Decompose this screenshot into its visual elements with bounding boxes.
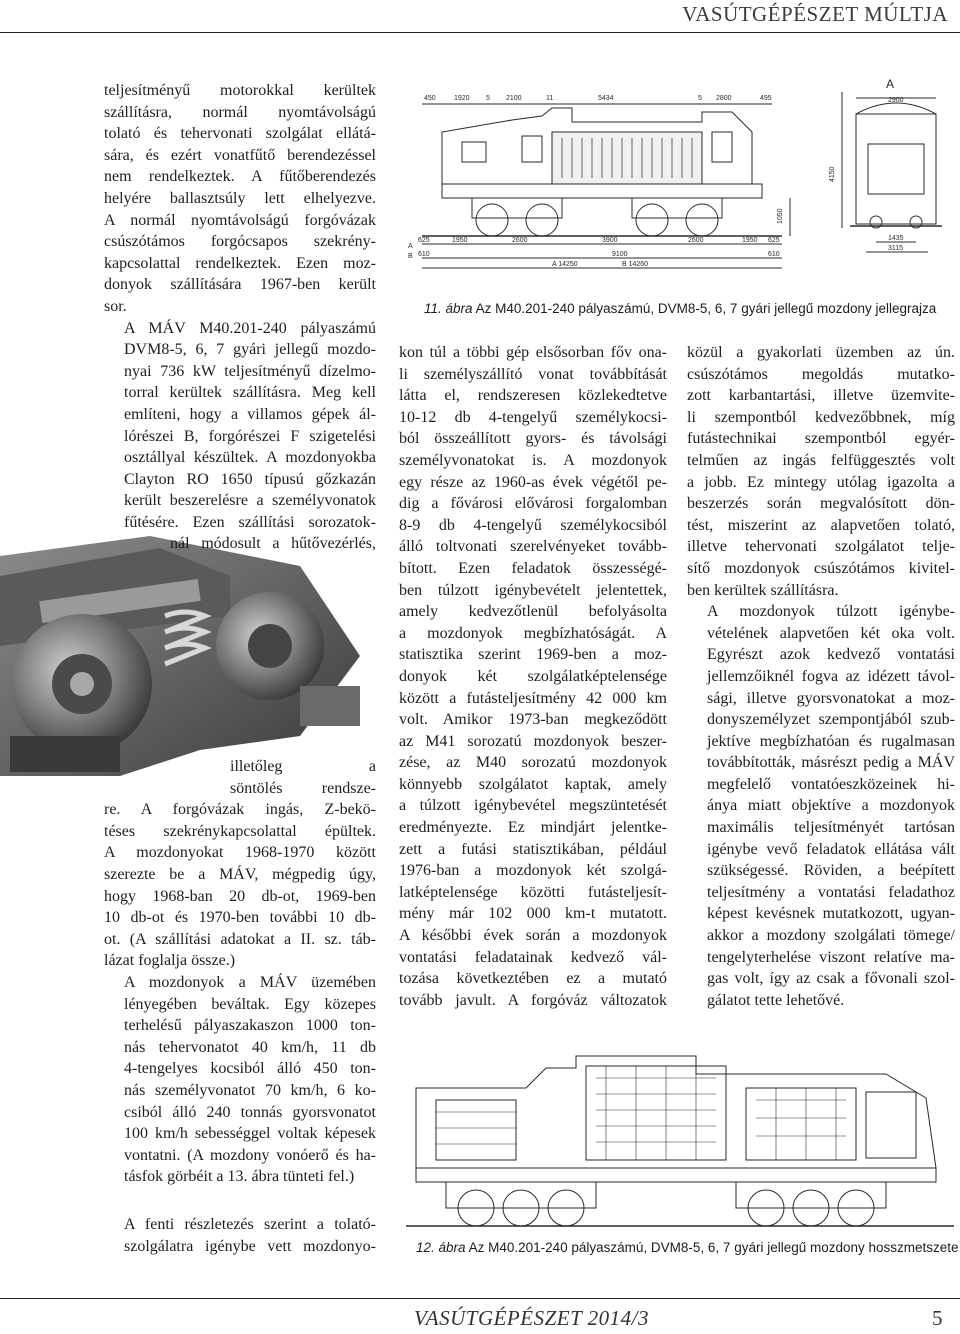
- text-line: mény már 102 000 km-t mutatott.: [399, 905, 667, 923]
- text-line: szolgálatra igénybe vett mozdonyo-: [124, 1237, 376, 1255]
- text-line: maximális teljesítményét tartósan: [707, 819, 955, 837]
- dimension-label: 5: [698, 95, 702, 102]
- text-line: tovább javult. A forgóváz változatok: [399, 991, 667, 1009]
- text-line: eredményezte. Ez mindjárt jelentke-: [399, 819, 667, 837]
- dimension-label: 5434: [598, 95, 614, 102]
- text-line: li személyszállító vonat továbbítását: [399, 365, 667, 383]
- text-line: zott karbantartási, illetve üzemvite-: [687, 387, 955, 405]
- text-line: vontatási feladatainak kedvező vál-: [399, 948, 667, 966]
- dimension-label: 495: [760, 95, 772, 102]
- text-line: lázat foglalja össze.): [104, 952, 236, 970]
- text-line: DVM8-5, 6, 7 gyári jellegű mozdo-: [124, 341, 376, 359]
- text-line: zett a futási statisztikában, például: [399, 840, 667, 858]
- text-line: 10 db-ot és 1970-ben további 10 db-: [104, 909, 376, 927]
- dimension-label: 3900: [602, 237, 618, 244]
- text-line: re. A forgóvázak ingás, Z-bekö-: [104, 801, 376, 819]
- dimension-label: 1950: [742, 237, 758, 244]
- text-line: szükségessé. Röviden, a beépített: [707, 862, 955, 880]
- text-line: ben kerültek szállításra.: [687, 581, 839, 599]
- side-dim-1435: 1435: [888, 235, 904, 242]
- text-line: tést, miszerint az alapvetően tolató,: [687, 516, 955, 534]
- text-line: vételének alapvetően két oka volt.: [707, 624, 955, 642]
- text-line: söntölés rendsze-: [230, 779, 376, 797]
- text-line: gas volt, így az csak a fővonali szol-: [707, 970, 955, 988]
- dimension-label: B 14260: [622, 261, 649, 268]
- footer-journal: VASÚTGÉPÉSZET 2014/3: [414, 1306, 649, 1330]
- text-line: torral kerültek szállításra. Meg kell: [124, 384, 376, 402]
- text-line: nás személyvonatot 70 km/h, 6 ko-: [124, 1081, 376, 1099]
- figure-12-caption-text: Az M40.201-240 pályaszámú, DVM8-5, 6, 7 gyári jellegű mozdony hosszmetszete: [468, 1240, 959, 1255]
- text-line: csúszótámos forgócsapos szekrény-: [104, 233, 376, 251]
- text-line: továbbították, másrészt pedig a MÁV: [707, 754, 955, 772]
- text-line: szállításra, normál nyomtávolságú: [104, 103, 376, 121]
- text-line: sára, és ezért vonatfűtő berendezéssel: [104, 146, 376, 164]
- text-line: megfelelő vontatóeszközeinek hi-: [707, 775, 955, 793]
- text-line: amely kedvezőtlenül befolyásolta: [399, 603, 667, 621]
- text-line: jellemzőiknél fogva az idézett távol-: [707, 667, 955, 685]
- text-line: ból összeállított gyors- és távolsági: [399, 430, 667, 448]
- text-line: illetőleg a: [230, 758, 376, 775]
- text-line: 1976-ban a mozdonyok két szolgá-: [399, 862, 667, 880]
- text-line: 4-tengelyes kocsiból álló 450 ton-: [124, 1060, 376, 1078]
- figure-12-drawing: [406, 1048, 954, 1232]
- text-line: sor.: [104, 297, 127, 315]
- dimension-label: 2600: [688, 237, 704, 244]
- column-2: [399, 342, 667, 1011]
- column-1-final: [104, 1214, 376, 1257]
- text-line: nál módosult a hűtővezérlés,: [170, 535, 376, 553]
- text-line: egy része az 1960-as évek végétől pe-: [399, 473, 667, 491]
- text-line: az M41 sorozatú mozdonyok beszer-: [399, 732, 667, 750]
- text-line: jektíve megbízhatóan és rugalmasan: [707, 732, 955, 750]
- text-line: latképtelensége közötti futásteljesít-: [399, 883, 667, 901]
- figure-12-number: 12. ábra: [416, 1240, 466, 1255]
- dimension-label: A 14250: [552, 261, 578, 268]
- text-line: ben túlzott igénybevételt jelentettek,: [399, 581, 667, 599]
- text-line: 8-9 db 4-tengelyű személykocsiból: [399, 516, 667, 534]
- side-dim-3115: 3115: [888, 245, 904, 252]
- dimension-label: 5: [486, 95, 490, 102]
- figure-11-caption-text: Az M40.201-240 pályaszámú, DVM8-5, 6, 7 gyári jellegű mozdony jellegrajza: [475, 301, 937, 316]
- text-line: telműen az ingás felfüggesztés volt: [687, 451, 955, 469]
- text-line: sítő mozdonyok csúszótámos kivitel-: [687, 559, 955, 577]
- text-line: donyok szállítására 1967-ben került: [104, 276, 376, 294]
- column-1-bottom: [104, 756, 376, 1188]
- text-line: ánya miatt objektíve a mozdonyok: [707, 797, 955, 815]
- text-line: téses szekrénykapcsolattal épültek.: [104, 822, 376, 840]
- dimension-label: 450: [424, 95, 436, 102]
- text-line: kapcsolattal rendelkeztek. Ezen moz-: [104, 254, 376, 272]
- text-line: A mozdonyok a MÁV üzemében: [124, 973, 376, 991]
- row-label-b: B: [408, 253, 413, 260]
- text-line: került beszerelésre a személyvonatok: [124, 492, 376, 510]
- text-line: személyvonatokat is. A mozdonyok: [399, 451, 667, 469]
- text-line: látta el, rendszeresen közlekedtetve: [399, 387, 667, 405]
- dimension-label: 2600: [512, 237, 528, 244]
- text-line: helyére ballasztsúly lett elhelyezve.: [104, 189, 376, 207]
- text-line: sági, illetve gyorsvonatokat a moz-: [707, 689, 955, 707]
- text-line: tásfok görbéit a 13. ábra tünteti fel.): [124, 1168, 355, 1186]
- text-line: donyszemélyzet szempontjából szub-: [707, 711, 955, 729]
- text-line: li szempontból kedvezőbbnek, míg: [687, 408, 955, 426]
- text-line: A későbbi évek során a mozdonyok: [399, 927, 667, 945]
- text-line: osztállyal készültek. A mozdonyokba: [124, 449, 376, 467]
- column-1-top: [104, 80, 376, 555]
- text-line: könnyebb szolgálatot kaptak, amely: [399, 775, 667, 793]
- text-line: képest kevésnek mutatkozott, ugyan-: [707, 905, 955, 923]
- figure-11-drawing: [402, 72, 952, 296]
- text-line: 10-12 db 4-tengelyű személykocsi-: [399, 408, 667, 426]
- text-line: lórészei B, forgórészei F szigetelési: [124, 427, 376, 445]
- height-dim-1050: 1050: [777, 208, 784, 224]
- text-line: a mozdonyok megbízhatóságát. A: [399, 624, 667, 642]
- text-line: nyai 736 kW teljesítményű dízelmo-: [124, 362, 376, 380]
- text-line: csúszótámos megoldás mutatko-: [687, 365, 955, 383]
- text-line: futástechnikai szempontból egyér-: [687, 430, 955, 448]
- text-line: A mozdonyokat 1968-1970 között: [104, 844, 376, 862]
- text-line: terhelésű pályaszakaszon 1000 ton-: [124, 1017, 376, 1035]
- text-line: közül a gyakorlati üzemben az ún.: [687, 344, 955, 361]
- side-view-label: A: [886, 77, 895, 91]
- page-number: 5: [932, 1306, 943, 1330]
- text-line: A MÁV M40.201-240 pályaszámú: [124, 319, 376, 337]
- text-line: nem rendelkeztek. A fűtőberendezés: [104, 168, 376, 186]
- text-line: említeni, hogy a villamos gépek ál-: [124, 405, 376, 423]
- text-line: szerezte be a MÁV, mégpedig úgy,: [104, 865, 376, 883]
- text-line: teljesítményű motorokkal kerültek: [104, 82, 376, 99]
- text-line: Clayton RO 1650 típusú gőzkazán: [124, 470, 376, 488]
- dimension-label: 625: [418, 237, 430, 244]
- dimension-label: 610: [768, 251, 780, 258]
- text-line: A normál nyomtávolságú forgóvázak: [104, 211, 376, 229]
- footer-rule: [0, 1298, 960, 1299]
- dimension-label: 625: [768, 237, 780, 244]
- dimension-label: 610: [418, 251, 430, 258]
- figure-11-number: 11. ábra: [424, 301, 473, 316]
- column-3: [687, 342, 955, 1011]
- text-line: csiból álló 240 tonnás gyorsvonatot: [124, 1103, 376, 1121]
- text-line: lényegében beváltak. Egy közepes: [124, 995, 376, 1013]
- text-line: a jobb. Ez mintegy utólag igazolta a: [687, 473, 955, 491]
- text-line: ot. (A szállítási adatokat a II. sz. táb-: [104, 930, 376, 948]
- text-line: gálatot tette lehetővé.: [707, 991, 845, 1009]
- dimension-label: 1920: [454, 95, 470, 102]
- text-line: volt. Amikor 1973-ban megkeződött: [399, 711, 667, 729]
- text-line: hogy 1968-ban 20 db-ot, 1969-ben: [104, 887, 376, 905]
- text-line: között a futásteljesítmény 42 000 km: [399, 689, 667, 707]
- text-line: statisztika szerint 1969-ben a moz-: [399, 646, 667, 664]
- text-line: zése, az M40 sorozatú mozdonyok: [399, 754, 667, 772]
- text-line: 100 km/h sebességgel voltak képesek: [124, 1125, 376, 1143]
- text-line: illetve tehervonati szolgálatot telje-: [687, 538, 955, 556]
- text-line: A mozdonyok túlzott igénybe-: [707, 603, 955, 621]
- text-line: álló toltvonati szerelvényeket tovább-: [399, 538, 667, 556]
- text-line: A fenti részletezés szerint a tolató-: [124, 1216, 376, 1233]
- text-line: akkor a mozdony szolgálati tömege/: [707, 927, 955, 945]
- dimension-label: 11: [546, 95, 554, 102]
- text-line: kon túl a többi gép elsősorban főv ona-: [399, 344, 667, 361]
- dimension-label: 2800: [716, 95, 732, 102]
- text-line: tozása következtében ez a mutató: [399, 970, 667, 988]
- text-line: tengelyterhelése viszont relatíve ma-: [707, 948, 955, 966]
- text-line: vontatni. (A mozdony vonóerő és ha-: [124, 1146, 376, 1164]
- text-line: tolató és tehervonati szolgálat ellátá-: [104, 125, 376, 143]
- text-line: bított. Ezen feladatok összességé-: [399, 559, 667, 577]
- side-width-dim: 2900: [888, 97, 904, 104]
- bogie-photo: [0, 536, 360, 780]
- text-line: a túlzott igénybevétel megszüntetését: [399, 797, 667, 815]
- text-line: igénybe vevő feladatok ellátása vált: [707, 840, 955, 858]
- text-line: dig a fővárosi elővárosi forgalomban: [399, 495, 667, 513]
- figure-12-caption: [416, 1240, 959, 1255]
- dimension-label: 2100: [506, 95, 522, 102]
- header-rule: [0, 32, 960, 33]
- dimension-label: 9100: [612, 251, 628, 258]
- text-line: nás tehervonatot 40 km/h, 11 db: [124, 1038, 376, 1056]
- row-label-a: A: [408, 243, 413, 250]
- running-header: VASÚTGÉPÉSZET MÚLTJA: [682, 2, 948, 26]
- text-line: fűtésére. Ezen szállítási sorozatok-: [124, 513, 376, 531]
- text-line: beszerzés során megvalósított dön-: [687, 495, 955, 513]
- figure-11-caption: [424, 301, 936, 316]
- height-dim-4150: 4150: [829, 166, 836, 182]
- text-line: Egyrészt azok kedvező vontatási: [707, 646, 955, 664]
- dimension-label: 1950: [452, 237, 468, 244]
- text-line: teljesítmény a vontatási feladathoz: [707, 883, 955, 901]
- text-line: donyok két szolgálatképtelensége: [399, 667, 667, 685]
